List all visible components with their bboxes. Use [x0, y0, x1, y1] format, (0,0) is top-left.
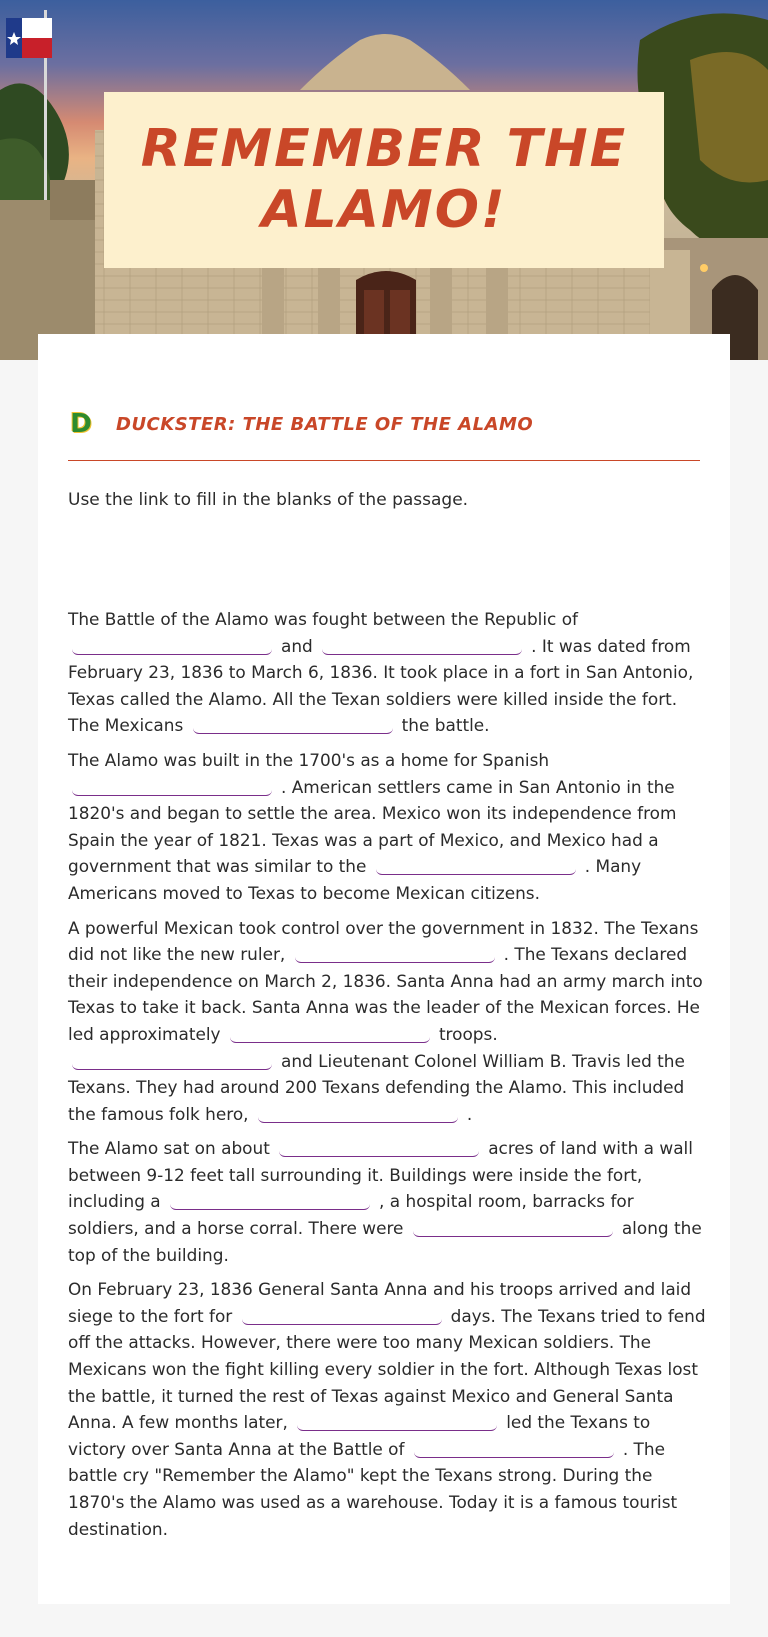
- passage-text: the battle.: [401, 715, 490, 736]
- blank-field[interactable]: [279, 1139, 479, 1157]
- passage-text: .: [466, 1103, 473, 1124]
- passage-text: troops.: [438, 1023, 498, 1044]
- blank-field[interactable]: [193, 716, 393, 734]
- blank-field[interactable]: [72, 1052, 272, 1070]
- passage-text: days. The Texans tried to fend off the attacks. However, there were too many Mexican soldiers. The Mexicans won the fight killing every soldier in the fort. Although Texas lost the battle, it turned the rest of Texas against Mexico and General Santa Anna. A few months later,: [68, 1305, 706, 1433]
- passage-text: . American settlers came in San Antonio in the 1820's and began to settle the area. Mexico won its independence from Spain the year of 1821. Texas was a part of Mexico, and Mexico had a government that was similar to the: [68, 776, 677, 877]
- passage-text: On February 23, 1836 General Santa Anna and his troops arrived and laid siege to the fort for: [68, 1279, 692, 1326]
- passage-paragraph: [68, 915, 708, 1128]
- blank-field[interactable]: [72, 637, 272, 655]
- blank-field[interactable]: [295, 945, 495, 963]
- blank-field[interactable]: [414, 1440, 614, 1458]
- duckster-logo-icon: D: [70, 409, 92, 439]
- blank-field[interactable]: [242, 1307, 442, 1325]
- widget-title: DUCKSTER: THE BATTLE OF THE ALAMO: [116, 413, 534, 435]
- passage-text: The Alamo was built in the 1700's as a home for Spanish: [68, 749, 550, 770]
- divider: [68, 460, 700, 461]
- hero-banner: [0, 0, 768, 360]
- passage-paragraph: [68, 1276, 708, 1542]
- passage-text: . The battle cry "Remember the Alamo" kept the Texans strong. During the 1870's the Alamo was used as a warehouse. Today it is a famous tourist destination.: [68, 1438, 678, 1539]
- texas-flag-icon: [6, 18, 52, 58]
- title-card: [104, 92, 664, 268]
- worksheet-card: [38, 334, 730, 1604]
- blank-field[interactable]: [376, 857, 576, 875]
- blank-field[interactable]: [230, 1025, 430, 1043]
- widget-header: [68, 404, 700, 444]
- page-title: REMEMBER THE ALAMO!: [140, 118, 628, 240]
- passage-paragraph: [68, 606, 708, 739]
- passage-text: along the top of the building.: [68, 1218, 702, 1265]
- passage-text: acres of land with a wall between 9-12 feet tall surrounding it. Buildings were inside the fort, including a: [68, 1138, 693, 1212]
- blank-field[interactable]: [170, 1192, 370, 1210]
- blank-field[interactable]: [258, 1105, 458, 1123]
- passage-paragraph: [68, 1135, 708, 1268]
- passage-text: . It was dated from February 23, 1836 to March 6, 1836. It took place in a fort in San Antonio, Texas called the Alamo. All the Texan soldiers were killed inside the fort. The Mexicans: [68, 635, 694, 736]
- passage-text: . The Texans declared their independence on March 2, 1836. Santa Anna had an army march into Texas to take it back. Santa Anna was the leader of the Mexican forces. He led approximately: [68, 944, 703, 1044]
- blank-field[interactable]: [72, 778, 272, 796]
- instructions-text: Use the link to fill in the blanks of the passage.: [68, 490, 469, 510]
- passage-text: led the Texans to victory over Santa Anna at the Battle of: [68, 1412, 651, 1459]
- blank-field[interactable]: [413, 1219, 613, 1237]
- fill-in-passage: [68, 606, 708, 1550]
- passage-text: , a hospital room, barracks for soldiers, and a horse corral. There were: [68, 1191, 634, 1239]
- passage-text: . Many Americans moved to Texas to become Mexican citizens.: [68, 856, 642, 903]
- passage-text: The Alamo sat on about: [68, 1138, 270, 1159]
- passage-text: and Lieutenant Colonel William B. Travis led the Texans. They had around 200 Texans defending the Alamo. This included the famous folk hero,: [68, 1050, 685, 1124]
- blank-field[interactable]: [297, 1413, 497, 1431]
- blank-field[interactable]: [322, 637, 522, 655]
- passage-text: and: [281, 635, 313, 656]
- passage-text: The Battle of the Alamo was fought between the Republic of: [68, 609, 578, 629]
- passage-text: A powerful Mexican took control over the government in 1832. The Texans did not like the new ruler,: [68, 917, 699, 965]
- passage-paragraph: [68, 747, 708, 907]
